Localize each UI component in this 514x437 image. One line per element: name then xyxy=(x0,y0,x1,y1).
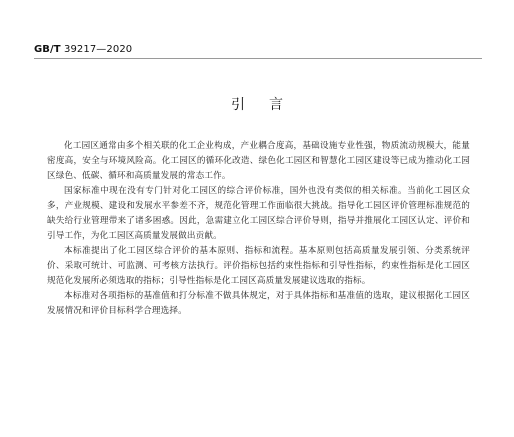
section-heading: 引言 xyxy=(231,97,307,113)
header-divider xyxy=(34,58,482,59)
standard-year-number: 39217—2020 xyxy=(64,44,133,55)
paragraph-3: 本标准提出了化工园区综合评价的基本原则、指标和流程。基本原则包括高质量发展引领、分类系统评价、采取可统计、可监测、可考核方法执行。评价指标包括约束性指标和引导性指标，约束性指标是化工园区规范化发展所必须选取的指标；引导性指标是化工园区高质量发展建议选取的指标。 xyxy=(47,246,470,286)
standard-number xyxy=(34,44,132,55)
paragraph-1: 化工园区通常由多个相关联的化工企业构成，产业耦合度高，基础设施专业性强，物质流动规模大，能量密度高，安全与环境风险高。化工园区的循环化改造、绿色化工园区和智慧化工园区建设等已成为推动化工园区绿色、低碳、循环和高质量发展的常态工作。 xyxy=(47,141,470,181)
standard-code: GB/T xyxy=(34,44,61,55)
paragraph-2: 国家标准中现在没有专门针对化工园区的综合评价标准，国外也没有类似的相关标准。当前化工园区众多，产业规模、建设和发展水平参差不齐，规范化管理工作面临很大挑战。指导化工园区评价管理标准规范的缺失给行业管理带来了诸多困惑。因此，急需建立化工园区综合评价导则，指导并推展化工园区认定、评价和引导工作，为化工园区高质量发展做出贡献。 xyxy=(47,186,470,241)
body-text xyxy=(47,139,470,319)
paragraph-4: 本标准对各项指标的基准值和打分标准不做具体规定，对于具体指标和基准值的选取，建议根据化工园区发展情况和评价目标科学合理选择。 xyxy=(47,291,470,316)
